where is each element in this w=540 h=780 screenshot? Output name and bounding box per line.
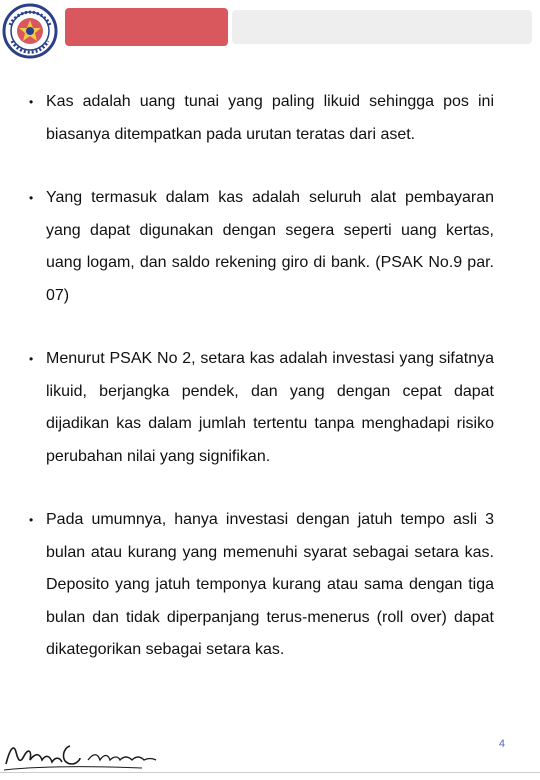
footer [0, 722, 540, 780]
bullet-marker: • [29, 191, 34, 205]
bullet-marker: • [29, 95, 34, 109]
header-accent-bar [65, 8, 228, 46]
bullet-item [28, 504, 494, 667]
bullet-text: Yang termasuk dalam kas adalah seluruh alat pembayaran yang dapat digunakan dengan segera seperti uang kertas, uang logam, dan saldo rekening giro di bank. (PSAK No.9 par. 07) [46, 189, 494, 304]
bullet-text: Menurut PSAK No 2, setara kas adalah investasi yang sifatnya likuid, berjangka pendek, dan yang dengan cepat dapat dijadikan kas dalam jumlah tertentu tanpa menghadapi risiko perubahan nilai yang signifikan. [46, 350, 494, 465]
bullet-item [28, 343, 494, 473]
signature-icon [2, 730, 160, 778]
header-title-bar [232, 10, 532, 44]
bullet-marker: • [29, 513, 34, 527]
bullet-item [28, 86, 494, 151]
footer-divider [0, 772, 540, 773]
header [0, 0, 540, 62]
bullet-item [28, 182, 494, 312]
bullet-text: Kas adalah uang tunai yang paling likuid sehingga pos ini biasanya ditempatkan pada urutan teratas dari aset. [46, 93, 494, 143]
bullet-marker: • [29, 352, 34, 366]
slide-content [28, 86, 494, 698]
bullet-text: Pada umumnya, hanya investasi dengan jatuh tempo asli 3 bulan atau kurang yang memenuhi syarat sebagai setara kas. Deposito yang jatuh temponya kurang atau sama dengan tiga bulan dan tidak diperpanjang terus-menerus (roll over) dapat dikategorikan sebagai setara kas. [46, 511, 494, 658]
page-number: 4 [498, 738, 505, 750]
university-logo-icon [2, 3, 58, 59]
